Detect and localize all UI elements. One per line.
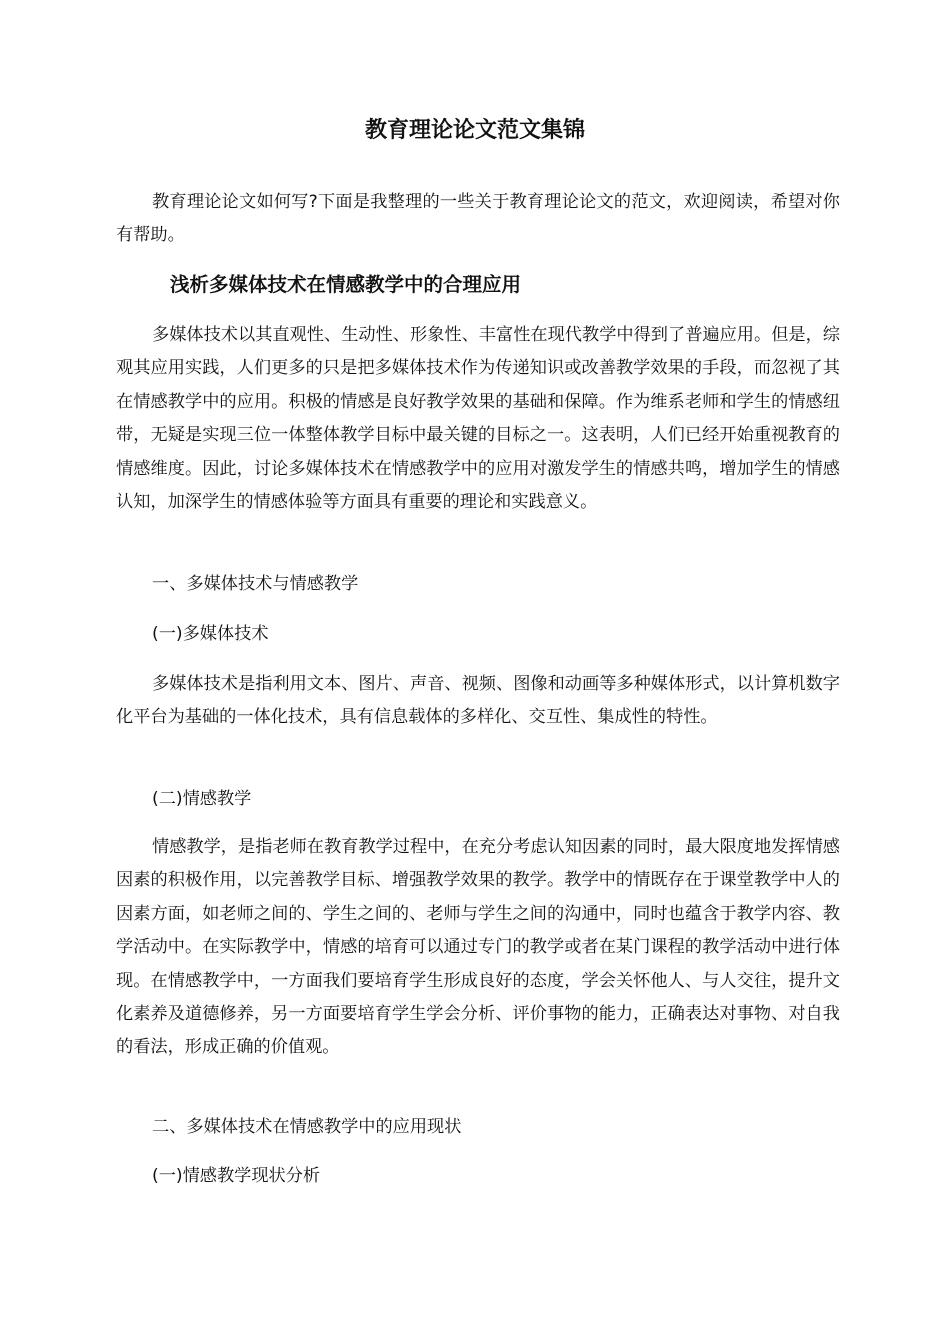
section-1-1-heading: (一)多媒体技术 xyxy=(152,624,269,644)
paragraph-1: 多媒体技术以其直观性、生动性、形象性、丰富性在现代教学中得到了普遍应用。但是，综观其应用实践，人们更多的只是把多媒体技术作为传递知识或改善教学效果的手段，而忽视了其在情感教学中的应用。积极的情感是良好教学效果的基础和保障。作为维系老师和学生的情感纽带，无疑是实现三位一体整体教学目标中最关键的目标之一。这表明，人们已经开始重视教育的情感维度。因此，讨论多媒体技术在情感教学中的应用对激发学生的情感共鸣，增加学生的情感认知，加深学生的情感体验等方面具有重要的理论和实践意义。 xyxy=(116,325,840,513)
section-2-1-heading: (一)情感教学现状分析 xyxy=(152,1166,321,1186)
paragraph-3: 情感教学，是指老师在教育教学过程中，在充分考虑认知因素的同时，最大限度地发挥情感因素的积极作用，以完善教学目标、增强教学效果的教学。教学中的情既存在于课堂教学中人的因素方面，如老师之间的、学生之间的、老师与学生之间的沟通中，同时也蕴含于教学内容、教学活动中。在实际教学中，情感的培育可以通过专门的教学或者在某门课程的教学活动中进行体现。在情感教学中，一方面我们要培育学生形成良好的态度，学会关怀他人、与人交往，提升文化素养及道德修养，另一方面要培育学生学会分析、评价事物的能力，正确表达对事物、对自我的看法，形成正确的价值观。 xyxy=(116,837,840,1058)
section-1-2-heading: (二)情感教学 xyxy=(152,789,252,809)
section-1-heading: 一、多媒体技术与情感教学 xyxy=(152,574,359,594)
section-2-heading: 二、多媒体技术在情感教学中的应用现状 xyxy=(152,1117,462,1137)
intro-paragraph: 教育理论论文如何写?下面是我整理的一些关于教育理论论文的范文，欢迎阅读，希望对你有帮助。 xyxy=(116,192,840,246)
paragraph-2: 多媒体技术是指利用文本、图片、声音、视频、图像和动画等多种媒体形式，以计算机数字化平台为基础的一体化技术，具有信息载体的多样化、交互性、集成性的特性。 xyxy=(116,674,840,728)
document-title: 教育理论论文范文集锦 xyxy=(364,118,585,143)
article-title: 浅析多媒体技术在情感教学中的合理应用 xyxy=(170,273,522,296)
